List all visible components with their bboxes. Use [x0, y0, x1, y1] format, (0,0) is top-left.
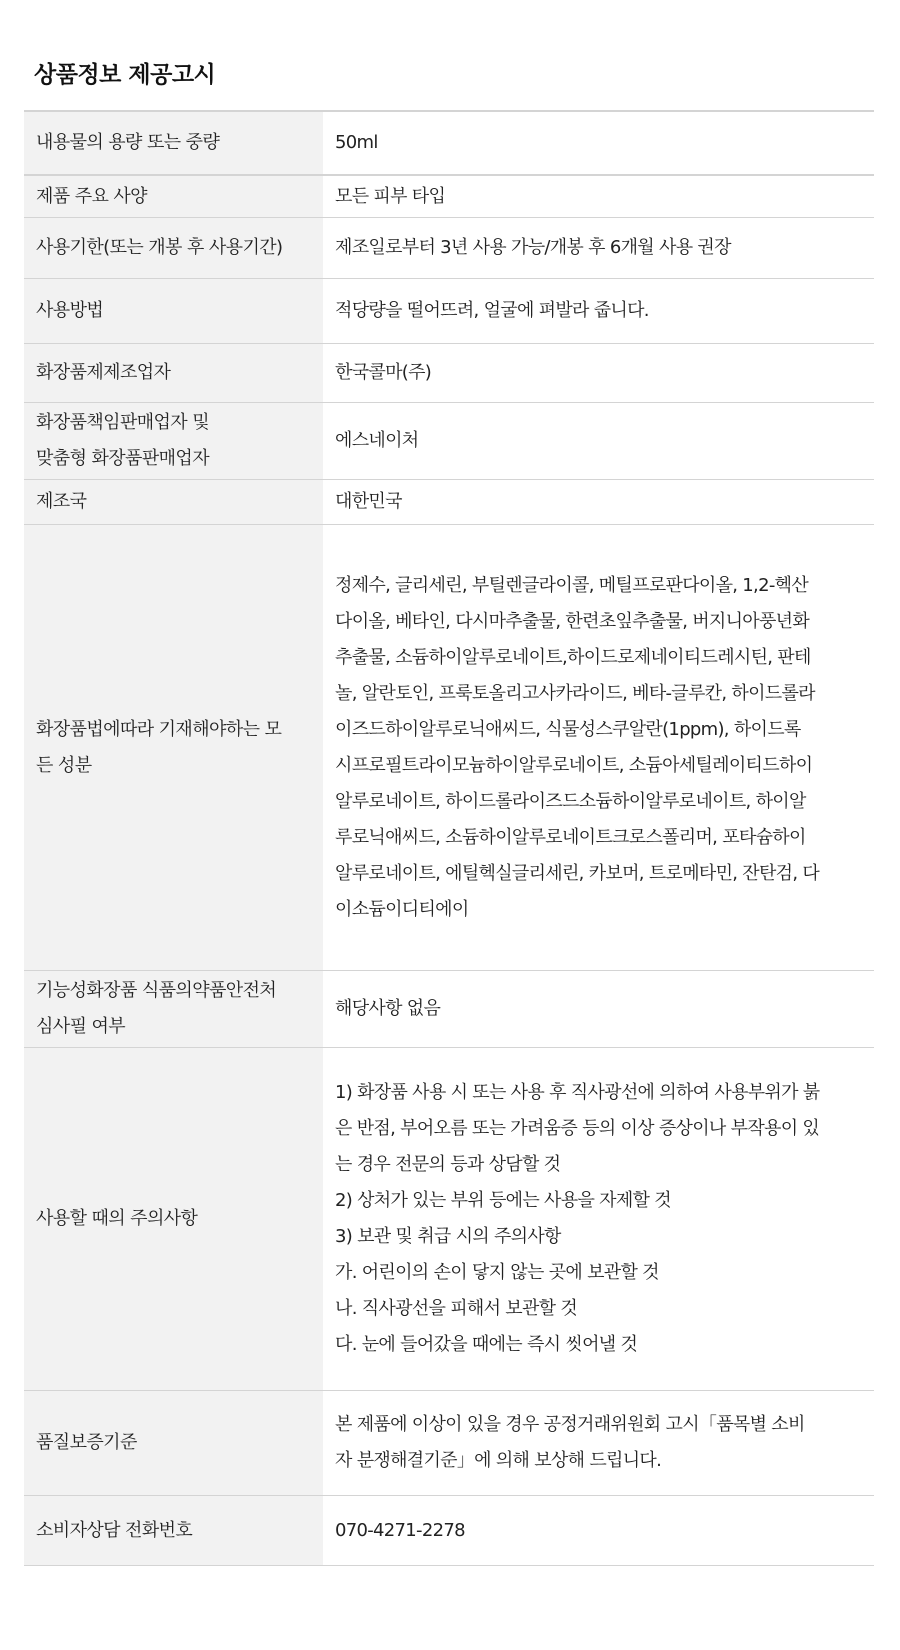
row-value: 본 제품에 이상이 있을 경우 공정거래위원회 고시「품목별 소비 자 분쟁해결기준」에 의해 보상해 드립니다.: [335, 1414, 805, 1471]
table-row-contact: [24, 1496, 874, 1566]
row-label: 제품 주요 사양: [24, 176, 323, 217]
table-row-usage: [24, 279, 874, 344]
row-value: 제조일로부터 3년 사용 가능/개봉 후 6개월 사용 권장: [335, 237, 731, 258]
row-label: 사용할 때의 주의사항: [24, 1048, 323, 1390]
table-row-precautions: [24, 1048, 874, 1391]
row-value: 한국콜마(주): [335, 362, 432, 383]
row-label: 제조국: [24, 480, 323, 524]
row-value: 정제수, 글리세린, 부틸렌글라이콜, 메틸프로판다이올, 1,2-헥산 다이올, 베타인, 다시마추출물, 한련초잎추출물, 버지니아풍년화 추출물, 소듐하이알루로네이트,하이드로제네이티드레시틴, 판테 놀, 알란토인, 프룩토올리고사카라이드, 베타-글루칸, 하이드롤라 이즈드하이알루로닉애씨드, 식물성스쿠알란(1ppm), 하이드록 시프로필트라이모늄하이알루로네이트, 소듐아세틸레이티드하이 알루로네이트, 하이드롤라이즈드소듐하이알루로네이트, 하이알 루로닉애씨드, 소듐하이알루로네이트크로스폴리머, 포타슘하이 알루로네이트, 에틸헥실글리세린, 카보머, 트로메타민, 잔탄검, 다 이소듐이디티에이: [335, 574, 820, 920]
table-row-specification: [24, 176, 874, 218]
row-label: 화장품책임판매업자 및 맞춤형 화장품판매업자: [24, 403, 323, 479]
page-title: 상품정보 제공고시: [34, 62, 216, 88]
row-value: 에스네이처: [335, 430, 419, 451]
row-label: 기능성화장품 식품의약품안전처 심사필 여부: [24, 971, 323, 1047]
row-value: 해당사항 없음: [335, 998, 441, 1019]
table-row-ingredients: [24, 525, 874, 971]
row-value: 50ml: [335, 132, 378, 153]
row-value: 모든 피부 타입: [335, 185, 446, 207]
table-row-functional-review: [24, 971, 874, 1048]
table-row-expiry: [24, 218, 874, 279]
table-row-seller: [24, 403, 874, 480]
table-row-quality-guarantee: [24, 1391, 874, 1496]
row-label: 사용기한(또는 개봉 후 사용기간): [24, 218, 323, 278]
product-info-table: [24, 110, 874, 1566]
row-value: 1) 화장품 사용 시 또는 사용 후 직사광선에 의하여 사용부위가 붉 은 반점, 부어오름 또는 가려움증 등의 이상 증상이나 부작용이 있 는 경우 전문의 등과 상담할 것 2) 상처가 있는 부위 등에는 사용을 자제할 것 3) 보관 및 취급 시의 주의사항 가. 어린이의 손이 닿지 않는 곳에 보관할 것 나. 직사광선을 피해서 보관할 것 다. 눈에 들어갔을 때에는 즉시 씻어낼 것: [335, 1082, 820, 1355]
table-row-capacity: [24, 112, 874, 176]
row-label: 품질보증기준: [24, 1391, 323, 1495]
row-value: 070-4271-2278: [335, 1519, 465, 1541]
row-label: 사용방법: [24, 279, 323, 343]
row-value: 대한민국: [335, 491, 402, 512]
row-label: 화장품법에따라 기재해야하는 모 든 성분: [24, 525, 323, 970]
row-label: 화장품제제조업자: [24, 344, 323, 402]
table-row-country: [24, 480, 874, 525]
row-label: 내용물의 용량 또는 중량: [24, 112, 323, 174]
row-label: 소비자상담 전화번호: [24, 1496, 323, 1565]
row-value: 적당량을 떨어뜨려, 얼굴에 펴발라 줍니다.: [335, 300, 649, 321]
table-row-manufacturer: [24, 344, 874, 403]
